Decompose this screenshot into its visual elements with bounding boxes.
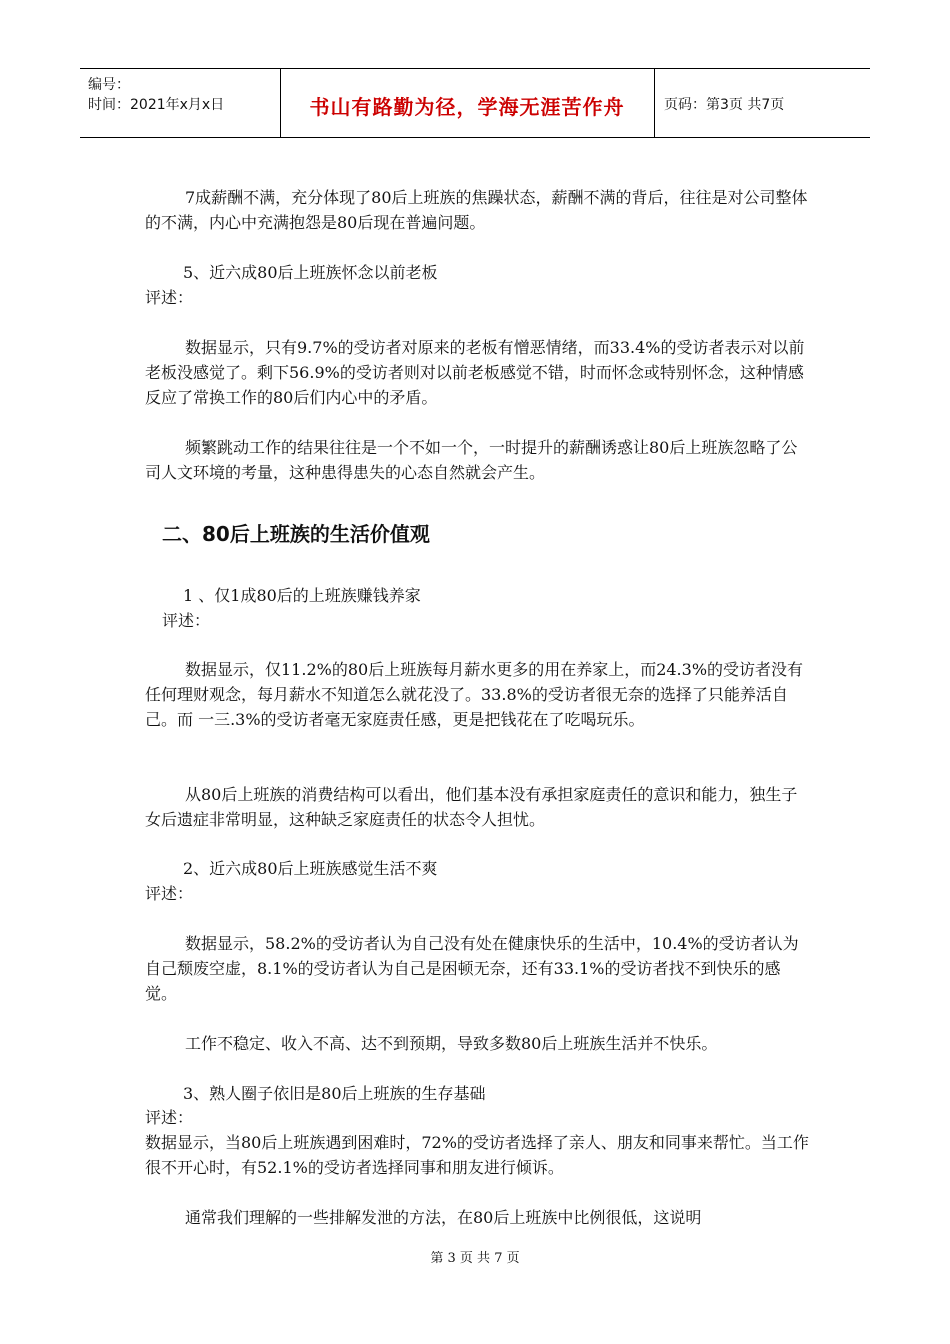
paragraph: 数据显示，当80后上班族遇到困难时，72%的受访者选择了亲人、朋友和同事来帮忙。当工作很不开心时，有52.1%的受访者选择同事和朋友进行倾诉。: [145, 1133, 809, 1177]
paragraph: 工作不稳定、收入不高、达不到预期，导致多数80后上班族生活并不快乐。: [185, 1034, 718, 1053]
paragraph: 7成薪酬不满，充分体现了80后上班族的焦躁状态，薪酬不满的背后，往往是对公司整体的不满，内心中充满抱怨是80后现在普遍问题。: [145, 188, 808, 232]
comment-label: 评述：: [145, 884, 194, 903]
header-meta: [88, 75, 224, 115]
paragraph: 数据显示，仅11.2%的80后上班族每月薪水更多的用在养家上，而24.3%的受访者没有任何理财观念，每月薪水不知道怎么就花没了。33.8%的受访者很无奈的选择了只能养活自己。而 一三.3%的受访者毫无家庭责任感，更是把钱花在了吃喝玩乐。: [145, 660, 804, 729]
section-title: 1 、仅1成80后的上班族赚钱养家: [183, 586, 421, 605]
comment-label: 评述：: [162, 611, 211, 630]
page-footer: 第 3 页 共 7 页: [430, 1251, 520, 1266]
section-title: 2、近六成80后上班族感觉生活不爽: [183, 859, 438, 878]
comment-label: 评述：: [145, 1108, 194, 1127]
section-title: 3、熟人圈子依旧是80后上班族的生存基础: [183, 1084, 486, 1103]
section-heading: 二、80后上班族的生活价值观: [162, 522, 430, 546]
paragraph: 频繁跳动工作的结果往往是一个不如一个，一时提升的薪酬诱惑让80后上班族忽略了公司人文环境的考量，这种患得患失的心态自然就会产生。: [145, 438, 798, 482]
page-header: [80, 68, 870, 138]
header-divider: [654, 69, 655, 137]
header-page-number: 页码：第3页 共7页: [664, 97, 785, 113]
comment-label: 评述：: [145, 288, 194, 307]
number-label: 编号：: [88, 77, 130, 93]
date-label: 时间：2021年x月x日: [88, 97, 225, 113]
paragraph: 数据显示，58.2%的受访者认为自己没有处在健康快乐的生活中，10.4%的受访者认为自己颓废空虚，8.1%的受访者认为自己是困顿无奈，还有33.1%的受访者找不到快乐的感觉。: [145, 934, 799, 1003]
header-motto: 书山有路勤为径，学海无涯苦作舟: [309, 95, 625, 119]
paragraph: 数据显示，只有9.7%的受访者对原来的老板有憎恶情绪，而33.4%的受访者表示对以前老板没感觉了。剩下56.9%的受访者则对以前老板感觉不错，时而怀念或特别怀念，这种情感反应了常换工作的80后们内心中的矛盾。: [145, 338, 805, 407]
paragraph: 通常我们理解的一些排解发泄的方法，在80后上班族中比例很低，这说明: [185, 1208, 702, 1227]
section-title: 5、近六成80后上班族怀念以前老板: [183, 263, 438, 282]
paragraph: 从80后上班族的消费结构可以看出，他们基本没有承担家庭责任的意识和能力，独生子女后遗症非常明显，这种缺乏家庭责任的状态令人担忧。: [145, 785, 798, 829]
